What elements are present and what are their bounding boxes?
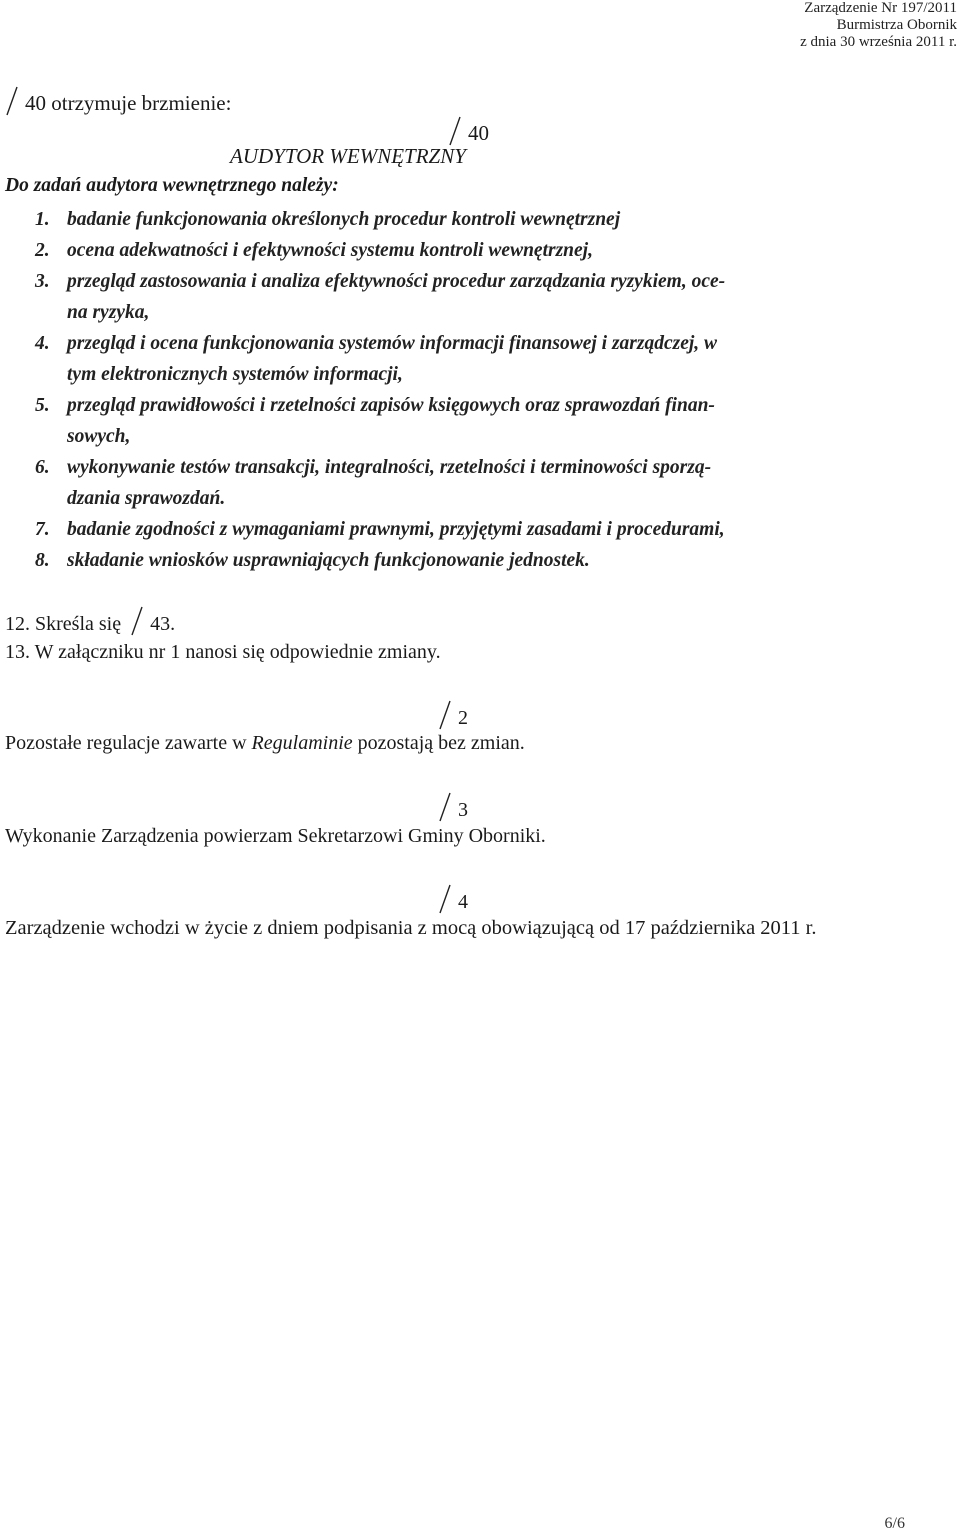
section-40-lead: Do zadań audytora wewnętrznego należy:	[5, 175, 339, 196]
section-2-number: 2	[458, 707, 468, 729]
section-40-number: 40	[468, 121, 489, 145]
intro-line	[5, 86, 231, 116]
section-sign-icon	[130, 606, 144, 634]
section-sign-icon	[448, 116, 462, 144]
list-item: 4. przegląd i ocena funkcjonowania systemów informacji finansowej i zarządczej, w tym elektronicznych systemów informacji,	[35, 333, 718, 385]
list-item: 8. składanie wniosków usprawniających funkcjonowanie jednostek.	[35, 550, 590, 571]
section-2-heading	[438, 700, 468, 730]
header-date: z dnia 30 września 2011 r.	[800, 34, 957, 50]
item-12-number: 43.	[150, 613, 176, 635]
header-ordinance-number: Zarządzenie Nr 197/2011	[804, 0, 957, 16]
section-4-heading	[438, 884, 468, 914]
intro-text: otrzymuje brzmienie:	[51, 91, 232, 115]
section-40-heading	[448, 116, 489, 146]
section-40-title: AUDYTOR WEWNĘTRZNY	[230, 144, 466, 168]
page-number: 6/6	[884, 1515, 905, 1532]
section-4-number: 4	[458, 891, 468, 913]
section-sign-icon	[438, 884, 452, 912]
section-2-text: Pozostałe regulacje zawarte w Regulaminie pozostają bez zmian.	[5, 732, 525, 754]
section-3-heading	[438, 792, 468, 822]
section-sign-icon	[5, 86, 19, 114]
section-sign-icon	[438, 792, 452, 820]
list-item: 7. badanie zgodności z wymaganiami prawnymi, przyjętymi zasadami i procedurami,	[35, 519, 725, 540]
document-header	[800, 0, 957, 51]
auditor-tasks-list	[5, 204, 905, 576]
header-issuer: Burmistrza Obornik	[836, 17, 957, 33]
list-item: 3. przegląd zastosowania i analiza efektywności procedur zarządzania ryzykiem, oce- na ryzyka,	[35, 271, 726, 323]
section-3-number: 3	[458, 799, 468, 821]
item-12-text: 12. Skreśla się	[5, 613, 122, 635]
list-item: 2. ocena adekwatności i efektywności systemu kontroli wewnętrznej,	[35, 240, 593, 261]
list-item: 6. wykonywanie testów transakcji, integralności, rzetelności i terminowości sporzą- dzania sprawozdań.	[35, 457, 712, 509]
amendment-item-12	[5, 606, 175, 636]
section-3-text: Wykonanie Zarządzenia powierzam Sekretarzowi Gminy Oborniki.	[5, 825, 546, 847]
list-item: 5. przegląd prawidłowości i rzetelności zapisów księgowych oraz sprawozdań finan- sowych,	[35, 395, 715, 447]
section-sign-icon	[438, 700, 452, 728]
section-4-text: Zarządzenie wchodzi w życie z dniem podpisania z mocą obowiązującą od 17 października 2011 r.	[5, 917, 817, 939]
amendment-item-13: 13. W załączniku nr 1 nanosi się odpowiednie zmiany.	[5, 641, 441, 663]
intro-number: 40	[25, 91, 46, 115]
list-item: 1. badanie funkcjonowania określonych procedur kontroli wewnętrznej	[35, 209, 621, 230]
